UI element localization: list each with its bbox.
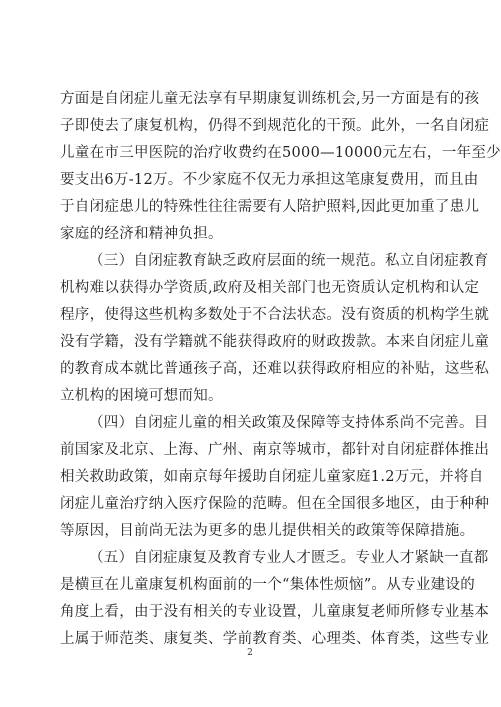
page-number: 2 <box>247 648 253 658</box>
text-line: 没有学籍，没有学籍就不能获得政府的财政拨款。本来自闭症儿童 <box>60 334 490 350</box>
text-line: 相关救助政策，如南京每年援助自闭症儿童家庭1.2万元，并将自 <box>60 469 484 485</box>
text-line: 要支出6万-12万。不少家庭不仅无力承担这笔康复费用，而且由 <box>60 172 479 188</box>
text-line: 角度上看，由于没有相关的专业设置，儿童康复老师所修专业基本 <box>60 604 490 620</box>
paragraph-first-line: （四）自闭症儿童的相关政策及保障等支持体系尚不完善。目 <box>89 415 489 431</box>
paragraph-first-line: （三）自闭症教育缺乏政府层面的统一规范。私立自闭症教育 <box>89 253 489 269</box>
document-body <box>60 86 501 653</box>
text-line: 的教育成本就比普通孩子高，还难以获得政府相应的补贴，这些私 <box>60 361 490 377</box>
text-line: 家庭的经济和精神负担。 <box>60 226 223 242</box>
text-line: 于自闭症患儿的特殊性往往需要有人陪护照料,因此更加重了患儿 <box>60 199 480 215</box>
text-line: 子即使去了康复机构，仍得不到规范化的干预。此外，一名自闭症 <box>60 118 490 134</box>
paragraph-first-line: （五）自闭症康复及教育专业人才匮乏。专业人才紧缺一直都 <box>89 550 489 566</box>
text-line: 程序，使得这些机构多数处于不合法状态。没有资质的机构学生就 <box>60 307 490 323</box>
text-line: 立机构的困境可想而知。 <box>60 388 223 404</box>
text-line: 方面是自闭症儿童无法享有早期康复训练机会,另一方面是有的孩 <box>60 91 480 107</box>
text-line: 是横亘在儿童康复机构面前的一个“集体性烦恼”。从专业建设的 <box>60 577 476 593</box>
text-line: 前国家及北京、上海、广州、南京等城市，都针对自闭症群体推出 <box>60 442 490 458</box>
text-line: 等原因，目前尚无法为更多的患儿提供相关的政策等保障措施。 <box>60 523 475 539</box>
text-line: 闭症儿童治疗纳入医疗保险的范畴。但在全国很多地区，由于种种 <box>60 496 490 512</box>
text-line: 机构难以获得办学资质,政府及相关部门也无资质认定机构和认定 <box>60 280 480 296</box>
text-line: 上属于师范类、康复类、学前教育类、心理类、体育类，这些专业 <box>60 631 490 647</box>
text-line: 儿童在市三甲医院的治疗收费约在5000—10000元左右，一年至少 <box>60 145 501 161</box>
